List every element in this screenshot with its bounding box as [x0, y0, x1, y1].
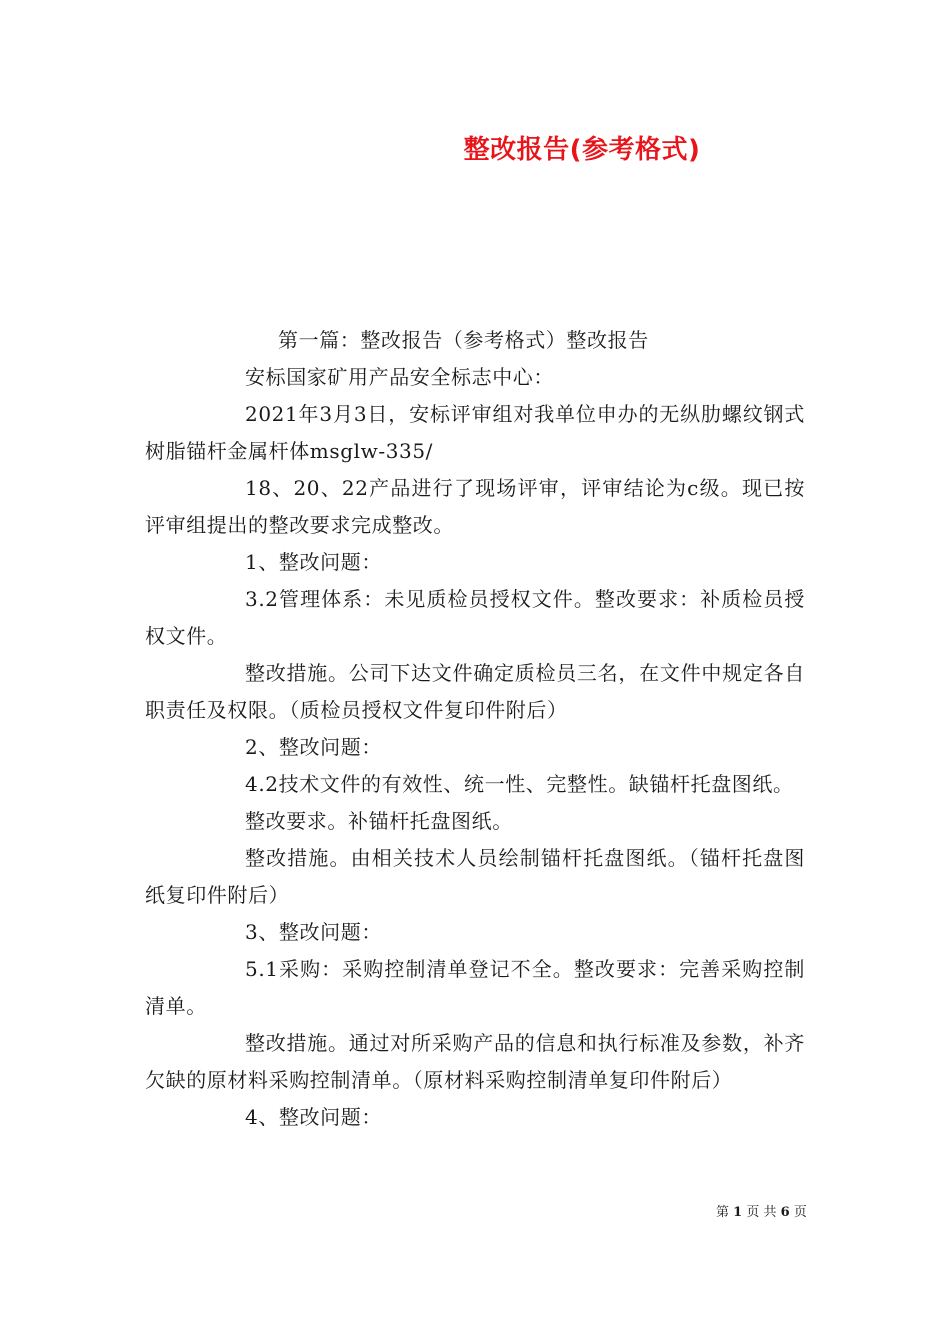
paragraph: 3.2管理体系：未见质检员授权文件。整改要求：补质检员授权文件。	[145, 587, 805, 648]
footer-prefix: 第	[716, 1205, 730, 1220]
paragraph: 整改措施。由相关技术人员绘制锚杆托盘图纸。（锚杆托盘图纸复印件附后）	[145, 846, 805, 907]
paragraph: 2021年3月3日，安标评审组对我单位申办的无纵肋螺纹钢式树脂锚杆金属杆体msglw-335/	[145, 402, 805, 463]
issue-heading: 1、整改问题：	[245, 550, 382, 574]
current-page-number: 1	[733, 1205, 743, 1220]
total-pages-number: 6	[780, 1205, 790, 1220]
page-footer	[716, 1204, 807, 1222]
paragraph: 整改措施。通过对所采购产品的信息和执行标准及参数，补齐欠缺的原材料采购控制清单。（原材料采购控制清单复印件附后）	[145, 1031, 805, 1092]
paragraph: 18、20、22产品进行了现场评审，评审结论为c级。现已按评审组提出的整改要求完成整改。	[145, 476, 805, 537]
footer-middle: 页 共	[746, 1205, 777, 1220]
paragraph: 4.2技术文件的有效性、统一性、完整性。缺锚杆托盘图纸。	[245, 772, 794, 796]
footer-suffix: 页	[793, 1205, 807, 1220]
paragraph-addressee: 安标国家矿用产品安全标志中心：	[245, 365, 554, 389]
document-body	[145, 322, 805, 1136]
issue-heading: 2、整改问题：	[245, 735, 382, 759]
issue-heading: 4、整改问题：	[245, 1105, 382, 1129]
paragraph-heading: 第一篇：整改报告（参考格式）整改报告	[278, 328, 649, 352]
paragraph: 5.1采购：采购控制清单登记不全。整改要求：完善采购控制清单。	[145, 957, 805, 1018]
document-title: 整改报告(参考格式)	[463, 135, 701, 165]
issue-heading: 3、整改问题：	[245, 920, 382, 944]
paragraph: 整改措施。公司下达文件确定质检员三名，在文件中规定各自职责任及权限。（质检员授权文件复印件附后）	[145, 661, 805, 722]
paragraph: 整改要求。补锚杆托盘图纸。	[245, 809, 513, 833]
